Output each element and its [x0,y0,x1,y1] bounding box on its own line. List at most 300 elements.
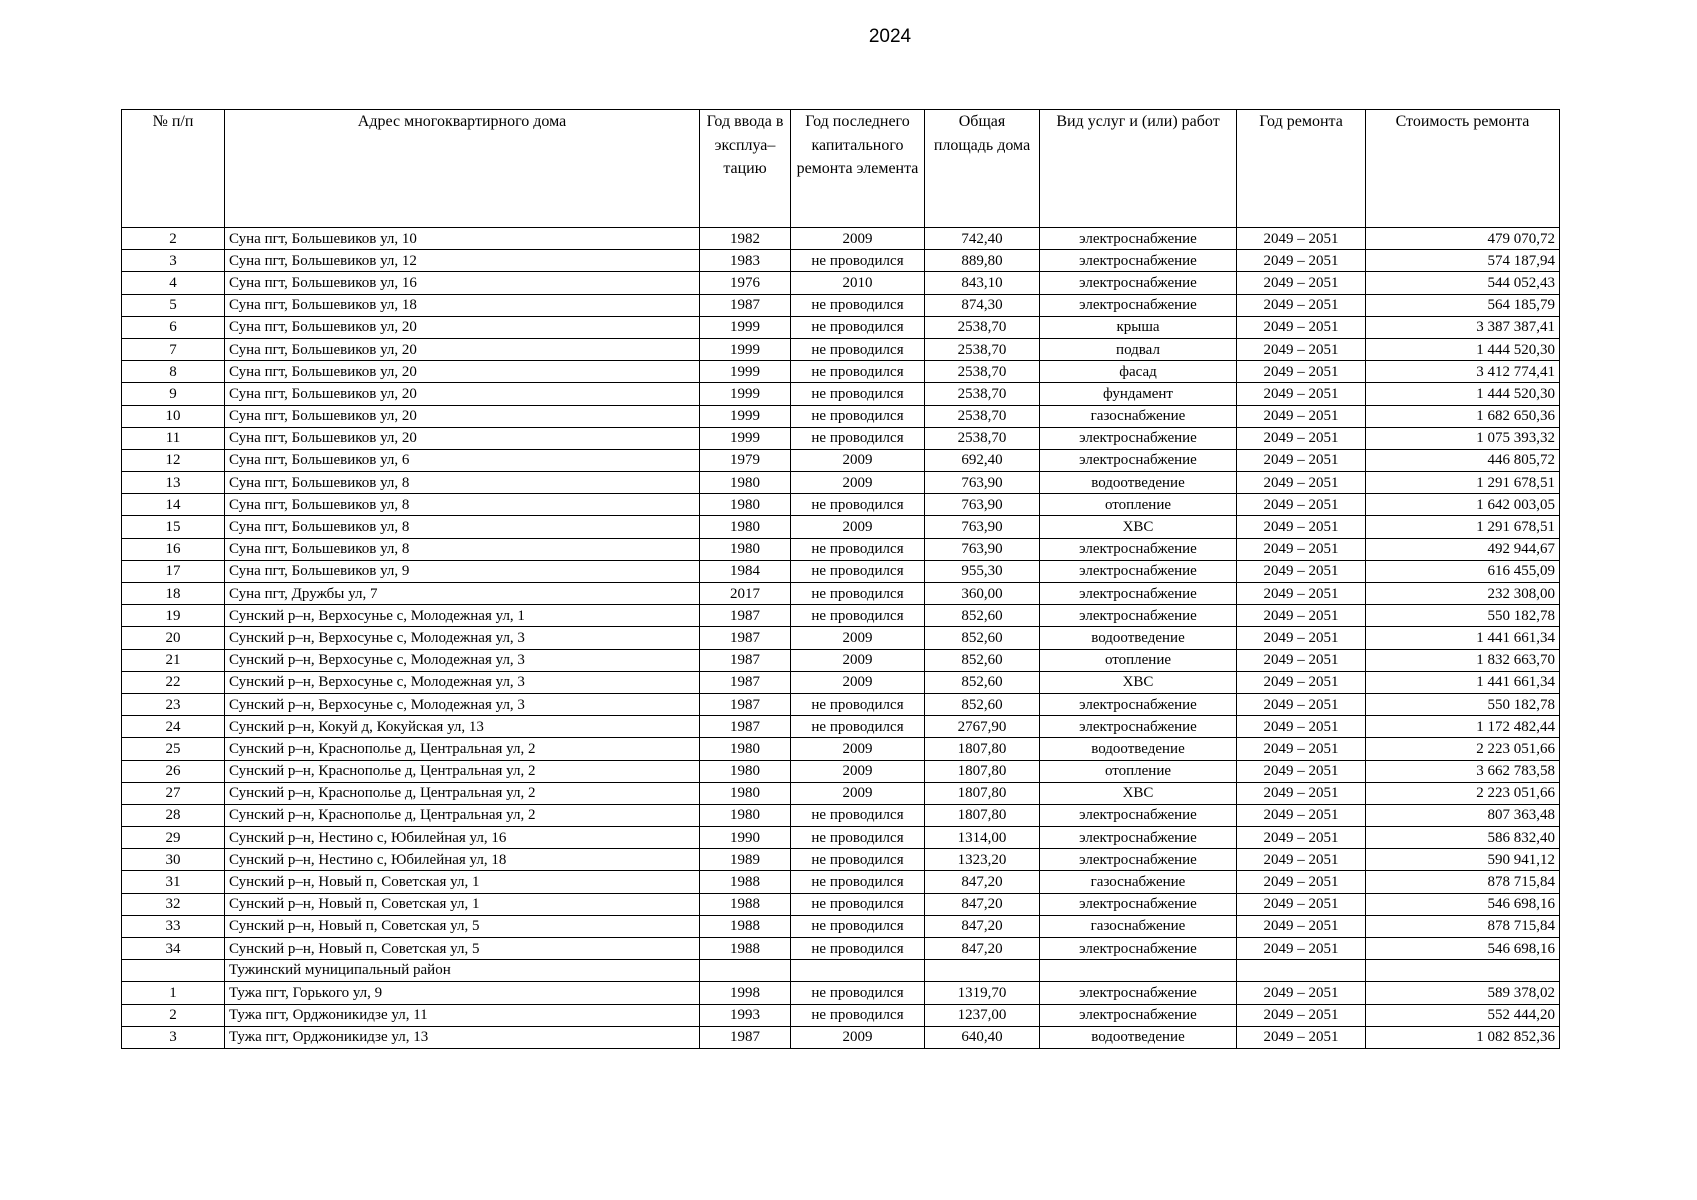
cell-address: Сунский р–н, Новый п, Советская ул, 1 [225,871,700,893]
cell-work-type: электроснабжение [1040,560,1237,582]
cell-repair-year: 2049 – 2051 [1237,294,1366,316]
cell-address: Сунский р–н, Верхосунье с, Молодежная ул, 3 [225,693,700,715]
table-row [122,560,1560,582]
section-empty-cell [791,960,925,982]
cell-total-area: 1314,00 [925,827,1040,849]
cell-work-type: водоотведение [1040,472,1237,494]
cell-last-repair-year: не проводился [791,583,925,605]
cell-address: Сунский р–н, Новый п, Советская ул, 5 [225,938,700,960]
cell-work-type: электроснабжение [1040,449,1237,471]
header-address: Адрес многоквартирного дома [225,110,700,228]
cell-repair-year: 2049 – 2051 [1237,649,1366,671]
section-empty-cell [1366,960,1560,982]
cell-repair-cost: 550 182,78 [1366,605,1560,627]
cell-work-type: электроснабжение [1040,938,1237,960]
cell-total-area: 1323,20 [925,849,1040,871]
cell-total-area: 1807,80 [925,804,1040,826]
cell-address: Тужа пгт, Орджоникидзе ул, 13 [225,1026,700,1048]
cell-number: 5 [122,294,225,316]
cell-number: 2 [122,1004,225,1026]
cell-last-repair-year: не проводился [791,827,925,849]
cell-repair-cost: 1 172 482,44 [1366,716,1560,738]
cell-number: 21 [122,649,225,671]
cell-commission-year: 1988 [700,871,791,893]
cell-work-type: электроснабжение [1040,538,1237,560]
cell-total-area: 2767,90 [925,716,1040,738]
cell-commission-year: 1988 [700,915,791,937]
cell-repair-cost: 2 223 051,66 [1366,738,1560,760]
section-empty-cell [122,960,225,982]
cell-work-type: электроснабжение [1040,250,1237,272]
cell-number: 28 [122,804,225,826]
cell-number: 33 [122,915,225,937]
cell-total-area: 2538,70 [925,316,1040,338]
cell-commission-year: 1976 [700,272,791,294]
cell-last-repair-year: не проводился [791,804,925,826]
cell-number: 15 [122,516,225,538]
cell-total-area: 763,90 [925,516,1040,538]
cell-commission-year: 1999 [700,316,791,338]
cell-repair-cost: 1 291 678,51 [1366,472,1560,494]
cell-work-type: фундамент [1040,383,1237,405]
table-row [122,250,1560,272]
cell-address: Суна пгт, Большевиков ул, 12 [225,250,700,272]
cell-last-repair-year: 2009 [791,228,925,250]
cell-work-type: ХВС [1040,782,1237,804]
cell-total-area: 1237,00 [925,1004,1040,1026]
cell-address: Суна пгт, Большевиков ул, 8 [225,516,700,538]
cell-work-type: ХВС [1040,516,1237,538]
header-number: № п/п [122,110,225,228]
cell-address: Суна пгт, Большевиков ул, 10 [225,228,700,250]
cell-repair-year: 2049 – 2051 [1237,449,1366,471]
page-number: 2024 [868,26,912,47]
cell-work-type: отопление [1040,494,1237,516]
table-row [122,693,1560,715]
cell-commission-year: 1998 [700,982,791,1004]
cell-address: Сунский р–н, Верхосунье с, Молодежная ул, 1 [225,605,700,627]
cell-address: Сунский р–н, Верхосунье с, Молодежная ул, 3 [225,649,700,671]
cell-address: Сунский р–н, Краснополье д, Центральная ул, 2 [225,782,700,804]
cell-address: Суна пгт, Большевиков ул, 20 [225,361,700,383]
cell-commission-year: 1987 [700,1026,791,1048]
cell-address: Сунский р–н, Краснополье д, Центральная ул, 2 [225,760,700,782]
cell-number: 27 [122,782,225,804]
cell-last-repair-year: 2009 [791,1026,925,1048]
cell-number: 18 [122,583,225,605]
cell-address: Суна пгт, Большевиков ул, 20 [225,338,700,360]
cell-total-area: 852,60 [925,627,1040,649]
cell-repair-cost: 1 682 650,36 [1366,405,1560,427]
cell-total-area: 843,10 [925,272,1040,294]
cell-number: 8 [122,361,225,383]
cell-address: Суна пгт, Большевиков ул, 6 [225,449,700,471]
header-work-type: Вид услуг и (или) работ [1040,110,1237,228]
cell-total-area: 852,60 [925,671,1040,693]
cell-repair-year: 2049 – 2051 [1237,228,1366,250]
cell-repair-year: 2049 – 2051 [1237,627,1366,649]
cell-repair-year: 2049 – 2051 [1237,1004,1366,1026]
cell-work-type: крыша [1040,316,1237,338]
cell-repair-year: 2049 – 2051 [1237,494,1366,516]
section-empty-cell [1237,960,1366,982]
cell-repair-year: 2049 – 2051 [1237,250,1366,272]
cell-repair-year: 2049 – 2051 [1237,516,1366,538]
cell-last-repair-year: не проводился [791,693,925,715]
cell-last-repair-year: 2009 [791,782,925,804]
cell-address: Сунский р–н, Кокуй д, Кокуйская ул, 13 [225,716,700,738]
cell-repair-cost: 590 941,12 [1366,849,1560,871]
table-row [122,915,1560,937]
cell-address: Суна пгт, Большевиков ул, 9 [225,560,700,582]
section-title: Тужинский муниципальный район [225,960,700,982]
cell-commission-year: 1980 [700,738,791,760]
table-row [122,605,1560,627]
cell-number: 9 [122,383,225,405]
cell-repair-year: 2049 – 2051 [1237,361,1366,383]
cell-work-type: электроснабжение [1040,605,1237,627]
cell-repair-cost: 564 185,79 [1366,294,1560,316]
cell-total-area: 2538,70 [925,338,1040,360]
cell-repair-cost: 1 832 663,70 [1366,649,1560,671]
table-row [122,738,1560,760]
cell-last-repair-year: не проводился [791,294,925,316]
cell-last-repair-year: не проводился [791,250,925,272]
cell-repair-cost: 552 444,20 [1366,1004,1560,1026]
cell-total-area: 692,40 [925,449,1040,471]
cell-address: Суна пгт, Большевиков ул, 20 [225,316,700,338]
table-row [122,494,1560,516]
cell-repair-cost: 546 698,16 [1366,938,1560,960]
cell-total-area: 640,40 [925,1026,1040,1048]
cell-repair-year: 2049 – 2051 [1237,693,1366,715]
cell-address: Суна пгт, Дружбы ул, 7 [225,583,700,605]
cell-work-type: отопление [1040,649,1237,671]
table-header-row [122,110,1560,228]
cell-repair-year: 2049 – 2051 [1237,583,1366,605]
table-row [122,893,1560,915]
cell-address: Суна пгт, Большевиков ул, 20 [225,405,700,427]
cell-commission-year: 1987 [700,693,791,715]
cell-commission-year: 1982 [700,228,791,250]
cell-repair-year: 2049 – 2051 [1237,671,1366,693]
cell-address: Суна пгт, Большевиков ул, 16 [225,272,700,294]
cell-number: 3 [122,1026,225,1048]
cell-total-area: 2538,70 [925,383,1040,405]
table-row [122,782,1560,804]
cell-last-repair-year: не проводился [791,361,925,383]
cell-number: 16 [122,538,225,560]
table-row [122,294,1560,316]
cell-last-repair-year: не проводился [791,538,925,560]
cell-total-area: 889,80 [925,250,1040,272]
cell-total-area: 955,30 [925,560,1040,582]
cell-work-type: фасад [1040,361,1237,383]
cell-address: Суна пгт, Большевиков ул, 20 [225,427,700,449]
table-row [122,383,1560,405]
cell-commission-year: 1979 [700,449,791,471]
cell-total-area: 847,20 [925,871,1040,893]
cell-number: 25 [122,738,225,760]
cell-commission-year: 1999 [700,338,791,360]
cell-work-type: водоотведение [1040,738,1237,760]
cell-last-repair-year: не проводился [791,405,925,427]
cell-repair-cost: 479 070,72 [1366,228,1560,250]
cell-address: Суна пгт, Большевиков ул, 8 [225,494,700,516]
cell-last-repair-year: не проводился [791,605,925,627]
table-row [122,449,1560,471]
cell-commission-year: 1999 [700,361,791,383]
cell-work-type: электроснабжение [1040,849,1237,871]
table-row [122,649,1560,671]
cell-repair-cost: 807 363,48 [1366,804,1560,826]
table-row [122,316,1560,338]
cell-repair-year: 2049 – 2051 [1237,472,1366,494]
cell-total-area: 2538,70 [925,405,1040,427]
cell-last-repair-year: не проводился [791,915,925,937]
cell-last-repair-year: не проводился [791,560,925,582]
cell-number: 11 [122,427,225,449]
table-row [122,583,1560,605]
cell-number: 7 [122,338,225,360]
cell-repair-cost: 1 291 678,51 [1366,516,1560,538]
cell-total-area: 852,60 [925,605,1040,627]
cell-commission-year: 1999 [700,383,791,405]
cell-work-type: электроснабжение [1040,228,1237,250]
table-row [122,627,1560,649]
cell-total-area: 1807,80 [925,760,1040,782]
cell-commission-year: 1980 [700,760,791,782]
cell-repair-year: 2049 – 2051 [1237,738,1366,760]
cell-number: 23 [122,693,225,715]
cell-number: 14 [122,494,225,516]
cell-address: Сунский р–н, Верхосунье с, Молодежная ул, 3 [225,671,700,693]
cell-total-area: 847,20 [925,915,1040,937]
cell-repair-year: 2049 – 2051 [1237,272,1366,294]
cell-repair-year: 2049 – 2051 [1237,982,1366,1004]
cell-repair-cost: 3 412 774,41 [1366,361,1560,383]
cell-total-area: 1807,80 [925,782,1040,804]
cell-last-repair-year: не проводился [791,383,925,405]
cell-work-type: водоотведение [1040,627,1237,649]
cell-address: Сунский р–н, Краснополье д, Центральная ул, 2 [225,738,700,760]
cell-commission-year: 1983 [700,250,791,272]
cell-number: 32 [122,893,225,915]
cell-commission-year: 1980 [700,804,791,826]
cell-repair-cost: 446 805,72 [1366,449,1560,471]
cell-commission-year: 1987 [700,605,791,627]
table-row [122,982,1560,1004]
cell-total-area: 847,20 [925,893,1040,915]
cell-repair-year: 2049 – 2051 [1237,383,1366,405]
header-repair-year: Год ремонта [1237,110,1366,228]
cell-work-type: электроснабжение [1040,1004,1237,1026]
cell-address: Сунский р–н, Нестино с, Юбилейная ул, 16 [225,827,700,849]
cell-repair-year: 2049 – 2051 [1237,915,1366,937]
cell-work-type: подвал [1040,338,1237,360]
cell-last-repair-year: не проводился [791,494,925,516]
cell-repair-cost: 1 441 661,34 [1366,627,1560,649]
cell-last-repair-year: 2009 [791,738,925,760]
cell-last-repair-year: не проводился [791,893,925,915]
cell-repair-year: 2049 – 2051 [1237,782,1366,804]
cell-total-area: 852,60 [925,693,1040,715]
cell-number: 10 [122,405,225,427]
table-row [122,760,1560,782]
cell-total-area: 847,20 [925,938,1040,960]
cell-address: Тужа пгт, Горького ул, 9 [225,982,700,1004]
cell-repair-cost: 1 444 520,30 [1366,338,1560,360]
cell-last-repair-year: 2009 [791,649,925,671]
cell-repair-cost: 878 715,84 [1366,915,1560,937]
cell-repair-year: 2049 – 2051 [1237,716,1366,738]
cell-number: 22 [122,671,225,693]
cell-address: Сунский р–н, Краснополье д, Центральная ул, 2 [225,804,700,826]
section-empty-cell [700,960,791,982]
cell-number: 17 [122,560,225,582]
cell-repair-cost: 586 832,40 [1366,827,1560,849]
cell-work-type: электроснабжение [1040,893,1237,915]
cell-total-area: 360,00 [925,583,1040,605]
cell-address: Сунский р–н, Новый п, Советская ул, 1 [225,893,700,915]
cell-total-area: 742,40 [925,228,1040,250]
cell-repair-year: 2049 – 2051 [1237,427,1366,449]
cell-work-type: электроснабжение [1040,427,1237,449]
cell-work-type: отопление [1040,760,1237,782]
cell-last-repair-year: не проводился [791,938,925,960]
table-row [122,472,1560,494]
cell-total-area: 763,90 [925,538,1040,560]
cell-work-type: электроснабжение [1040,804,1237,826]
cell-number: 31 [122,871,225,893]
cell-commission-year: 1993 [700,1004,791,1026]
cell-commission-year: 1988 [700,893,791,915]
table-row [122,272,1560,294]
cell-repair-year: 2049 – 2051 [1237,827,1366,849]
cell-repair-year: 2049 – 2051 [1237,605,1366,627]
cell-address: Сунский р–н, Новый п, Советская ул, 5 [225,915,700,937]
cell-repair-cost: 574 187,94 [1366,250,1560,272]
cell-repair-cost: 878 715,84 [1366,871,1560,893]
cell-total-area: 874,30 [925,294,1040,316]
cell-repair-cost: 492 944,67 [1366,538,1560,560]
cell-work-type: электроснабжение [1040,827,1237,849]
cell-commission-year: 1984 [700,560,791,582]
table-row [122,804,1560,826]
cell-repair-year: 2049 – 2051 [1237,871,1366,893]
table-row [122,427,1560,449]
table-row [122,716,1560,738]
cell-address: Суна пгт, Большевиков ул, 18 [225,294,700,316]
cell-commission-year: 1988 [700,938,791,960]
cell-number: 30 [122,849,225,871]
cell-number: 20 [122,627,225,649]
cell-work-type: электроснабжение [1040,693,1237,715]
table-row [122,405,1560,427]
cell-last-repair-year: не проводился [791,982,925,1004]
cell-last-repair-year: 2009 [791,760,925,782]
cell-repair-year: 2049 – 2051 [1237,316,1366,338]
cell-number: 2 [122,228,225,250]
cell-repair-cost: 589 378,02 [1366,982,1560,1004]
header-last-repair-year: Год последнего капитального ремонта элемента [791,110,925,228]
cell-last-repair-year: 2009 [791,516,925,538]
cell-repair-cost: 616 455,09 [1366,560,1560,582]
cell-number: 3 [122,250,225,272]
cell-commission-year: 1999 [700,427,791,449]
cell-repair-cost: 1 444 520,30 [1366,383,1560,405]
cell-repair-cost: 232 308,00 [1366,583,1560,605]
cell-repair-year: 2049 – 2051 [1237,338,1366,360]
header-repair-cost: Стоимость ремонта [1366,110,1560,228]
table-row [122,671,1560,693]
cell-work-type: электроснабжение [1040,583,1237,605]
cell-repair-cost: 1 642 003,05 [1366,494,1560,516]
cell-repair-cost: 2 223 051,66 [1366,782,1560,804]
cell-last-repair-year: не проводился [791,338,925,360]
cell-repair-cost: 3 387 387,41 [1366,316,1560,338]
cell-address: Суна пгт, Большевиков ул, 8 [225,472,700,494]
cell-repair-year: 2049 – 2051 [1237,1026,1366,1048]
table-row [122,228,1560,250]
cell-repair-year: 2049 – 2051 [1237,849,1366,871]
cell-work-type: ХВС [1040,671,1237,693]
cell-address: Сунский р–н, Нестино с, Юбилейная ул, 18 [225,849,700,871]
cell-last-repair-year: не проводился [791,427,925,449]
table-row [122,338,1560,360]
cell-total-area: 852,60 [925,649,1040,671]
cell-total-area: 2538,70 [925,361,1040,383]
cell-number: 29 [122,827,225,849]
cell-address: Суна пгт, Большевиков ул, 8 [225,538,700,560]
cell-work-type: газоснабжение [1040,871,1237,893]
cell-address: Сунский р–н, Верхосунье с, Молодежная ул, 3 [225,627,700,649]
cell-repair-cost: 1 075 393,32 [1366,427,1560,449]
table-row [122,849,1560,871]
header-total-area: Общая площадь дома [925,110,1040,228]
header-commission-year: Год ввода в эксплуа–тацию [700,110,791,228]
cell-commission-year: 1987 [700,627,791,649]
cell-commission-year: 1987 [700,649,791,671]
cell-commission-year: 1999 [700,405,791,427]
table-row [122,1004,1560,1026]
cell-number: 26 [122,760,225,782]
cell-repair-year: 2049 – 2051 [1237,893,1366,915]
cell-repair-year: 2049 – 2051 [1237,560,1366,582]
cell-total-area: 1319,70 [925,982,1040,1004]
cell-total-area: 763,90 [925,494,1040,516]
cell-work-type: электроснабжение [1040,294,1237,316]
cell-commission-year: 1980 [700,782,791,804]
cell-commission-year: 1987 [700,671,791,693]
cell-repair-year: 2049 – 2051 [1237,405,1366,427]
cell-total-area: 763,90 [925,472,1040,494]
cell-work-type: электроснабжение [1040,716,1237,738]
cell-commission-year: 1990 [700,827,791,849]
section-empty-cell [925,960,1040,982]
cell-repair-year: 2049 – 2051 [1237,938,1366,960]
cell-commission-year: 1987 [700,294,791,316]
cell-work-type: газоснабжение [1040,915,1237,937]
table-body [122,228,1560,1049]
repair-registry-table [121,109,1560,1049]
cell-commission-year: 1980 [700,516,791,538]
cell-last-repair-year: не проводился [791,871,925,893]
table-row [122,516,1560,538]
table-row [122,361,1560,383]
cell-last-repair-year: не проводился [791,849,925,871]
cell-commission-year: 1987 [700,716,791,738]
